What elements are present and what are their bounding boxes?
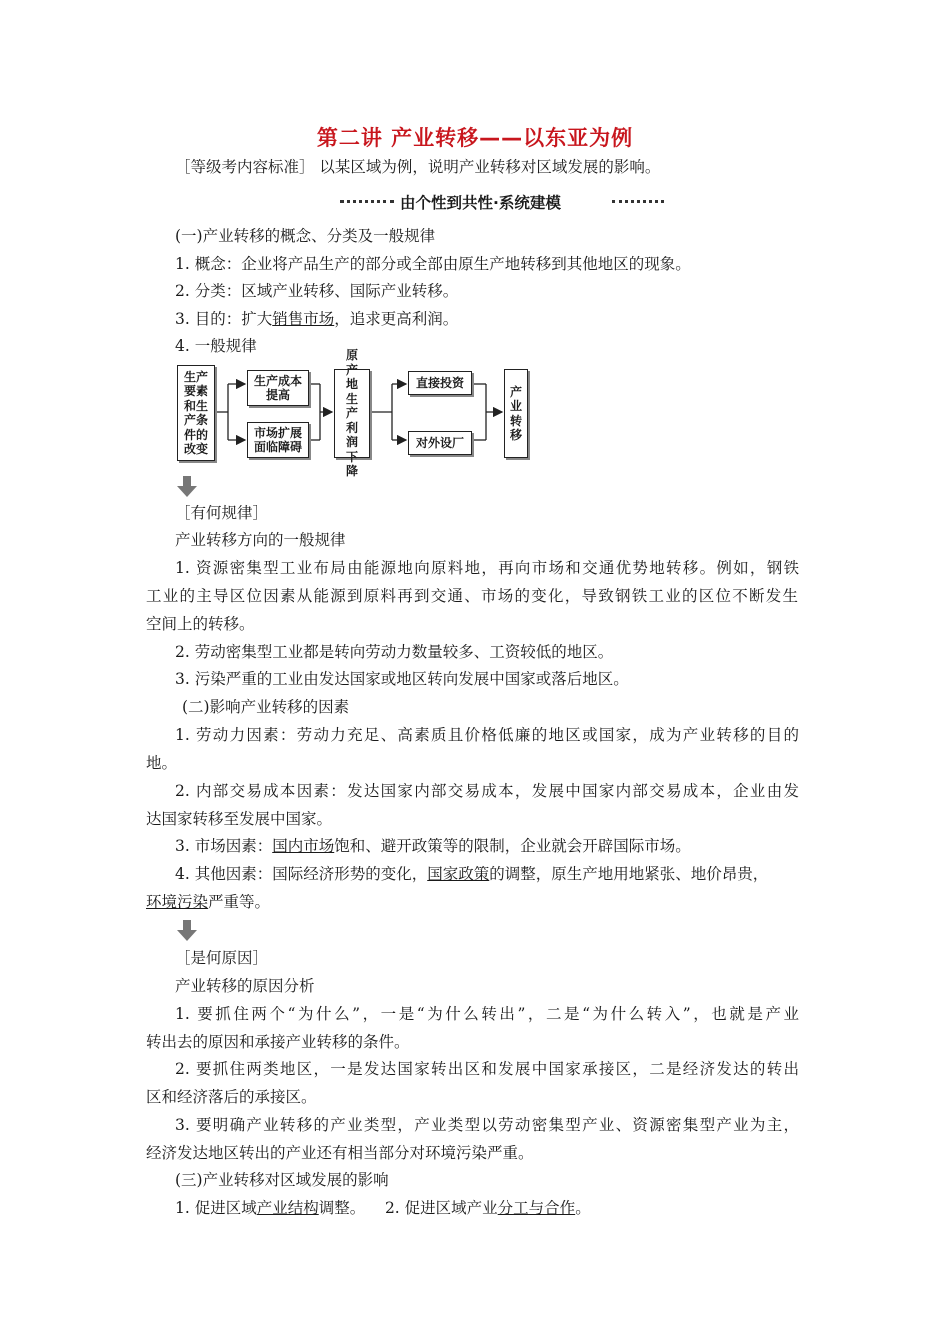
banner-text: 由个性到共性·系统建模 — [400, 194, 561, 212]
reasons-p3-line2: 经济发达地区转出的产业还有相当部分对环境污染严重。 — [146, 1144, 534, 1162]
tag-rules: ［有何规律］ — [175, 504, 269, 522]
rules-p1-line1: 1. 资源密集型工业布局由能源地向原料地，再向市场和交通优势地转移。例如，钢铁 — [175, 559, 799, 577]
box-factor-change: 生产要素和生产条件的改变 — [177, 365, 215, 461]
rules-p2: 2. 劳动密集型工业都是转向劳动力数量较多、工资较低的地区。 — [175, 643, 614, 661]
box-cost-rise: 生产成本提高 — [247, 370, 309, 406]
rule-label: 4. 一般规律 — [175, 337, 257, 355]
reasons-p1-line1: 1. 要抓住两个“为什么”，一是“为什么转出”，二是“为什么转入”，也就是产业 — [175, 1005, 799, 1023]
factors-p3-pre: 3. 市场因素： — [175, 837, 273, 855]
factors-p4b-post: 严重等。 — [208, 893, 271, 911]
factors-p2-line2: 达国家转移至发展中国家。 — [146, 810, 333, 828]
impact-mid: 调整。 2. 促进区域产业 — [318, 1199, 498, 1217]
impact-underlined-1: 产业结构 — [256, 1199, 319, 1217]
factors-p4b-underlined: 环境污染 — [146, 893, 209, 911]
factors-p3-underlined: 国内市场 — [272, 837, 335, 855]
factors-p4-pre: 4. 其他因素：国际经济形势的变化， — [175, 865, 428, 883]
down-arrow-icon — [177, 476, 197, 498]
rules-p1-line2: 工业的主导区位因素从能源到原料再到交通、市场的变化，导致钢铁工业的区位不断发生 — [146, 587, 798, 605]
factors-p1-line1: 1. 劳动力因素：劳动力充足、高素质且价格低廉的地区或国家，成为产业转移的目的 — [175, 726, 799, 744]
tag-reasons: ［是何原因］ — [175, 949, 269, 967]
impact-p1 — [175, 1198, 591, 1218]
category-text: 2. 分类：区域产业转移、国际产业转移。 — [175, 282, 459, 300]
reasons-p2-line2: 区和经济落后的承接区。 — [146, 1088, 317, 1106]
purpose-pre: 3. 目的：扩大 — [175, 310, 273, 328]
reasons-p1-line2: 转出去的原因和承接产业转移的条件。 — [146, 1033, 410, 1051]
factors-p4-underlined: 国家政策 — [427, 865, 490, 883]
purpose-post: ，追求更高利润。 — [334, 310, 459, 328]
box-direct-investment: 直接投资 — [408, 371, 472, 395]
purpose-underlined: 销售市场 — [272, 310, 335, 328]
impact-underlined-2: 分工与合作 — [497, 1199, 576, 1217]
reasons-p2-line1: 2. 要抓住两类地区，一是发达国家转出区和发展中国家承接区，二是经济发达的转出 — [175, 1060, 799, 1078]
down-arrow-icon — [177, 920, 197, 942]
factors-p4-line1 — [175, 864, 768, 884]
page-title: 第二讲 产业转移——以东亚为例 — [316, 126, 634, 150]
rules-p1-line3: 空间上的转移。 — [146, 615, 255, 633]
reasons-p3-line1: 3. 要明确产业转移的产业类型，产业类型以劳动密集型产业、资源密集型产业为主， — [175, 1116, 799, 1134]
box-overseas-factory: 对外设厂 — [408, 431, 472, 455]
reasons-heading: 产业转移的原因分析 — [175, 977, 315, 995]
content-standard: ［等级考内容标准］ 以某区域为例，说明产业转移对区域发展的影响。 — [175, 158, 661, 176]
factors-p4-line2 — [146, 892, 270, 912]
section-heading-3: (三)产业转移对区域发展的影响 — [175, 1171, 389, 1189]
factors-p1-line2: 地。 — [146, 754, 178, 772]
factors-p3 — [175, 836, 691, 856]
box-industry-transfer: 产业转移 — [504, 369, 528, 458]
concept-text: 1. 概念：企业将产品生产的部分或全部由原生产地转移到其他地区的现象。 — [175, 255, 691, 273]
section-heading-2: (二)影响产业转移的因素 — [182, 698, 350, 716]
box-market-barrier: 市场扩展面临障碍 — [247, 422, 309, 458]
factors-p2-line1: 2. 内部交易成本因素：发达国家内部交易成本，发展中国家内部交易成本，企业由发 — [175, 782, 799, 800]
impact-pre: 1. 促进区域 — [175, 1199, 257, 1217]
rules-p3: 3. 污染严重的工业由发达国家或地区转向发展中国家或落后地区。 — [175, 670, 629, 688]
rules-heading: 产业转移方向的一般规律 — [175, 531, 346, 549]
section-heading-1: (一)产业转移的概念、分类及一般规律 — [175, 227, 436, 245]
impact-post: 。 — [575, 1199, 591, 1217]
factors-p4-post: 的调整，原生产地用地紧张、地价昂贵， — [489, 865, 769, 883]
box-profit-decline: 原产地生产利润下降 — [334, 369, 370, 458]
factors-p3-post: 饱和、避开政策等的限制，企业就会开辟国际市场。 — [334, 837, 691, 855]
